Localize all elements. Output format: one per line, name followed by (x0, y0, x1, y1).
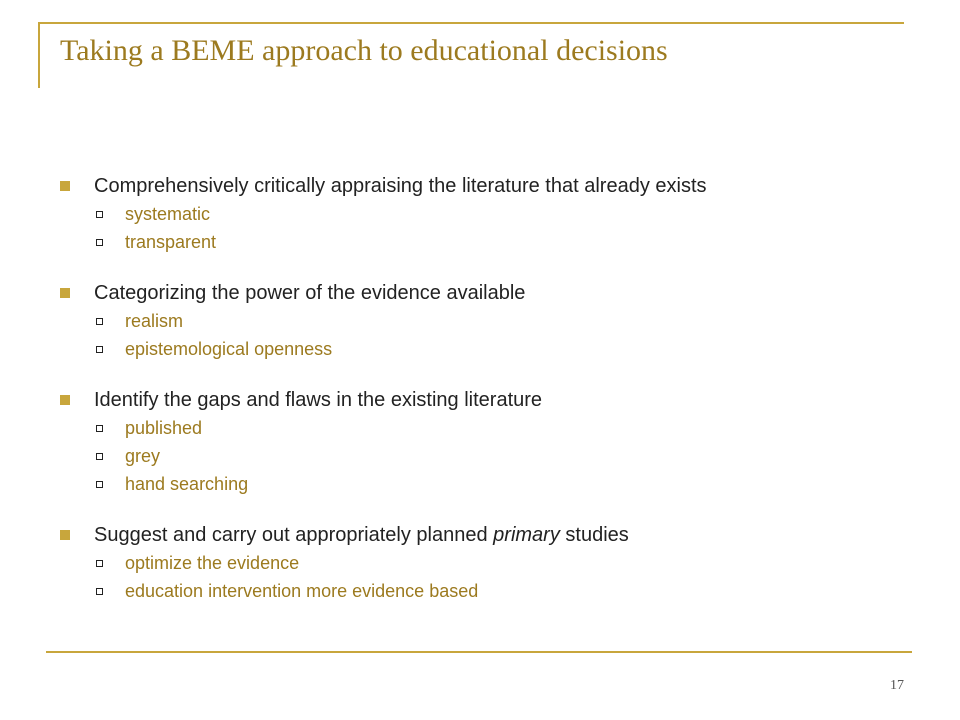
sub-bullet-item (96, 414, 900, 442)
hollow-square-bullet-icon (96, 453, 103, 460)
sub-bullet-item (96, 307, 900, 335)
bullet-text: Comprehensively critically appraising the literature that already exists (94, 174, 707, 197)
sub-bullet-text: published (125, 417, 203, 438)
sub-bullet-item (96, 442, 900, 470)
sub-bullet-text: realism (125, 310, 184, 331)
title-frame-top-rule (38, 22, 904, 24)
bullet-text: Identify the gaps and flaws in the existing literature (94, 388, 543, 411)
sub-bullet-item (96, 470, 900, 498)
bullet-list (60, 172, 900, 628)
title-frame-left-rule (38, 22, 40, 88)
square-bullet-icon (60, 395, 70, 405)
bullet-group-2 (60, 279, 900, 363)
sub-bullet-text: optimize the evidence (125, 552, 300, 573)
sub-bullet-item (96, 577, 900, 605)
sub-bullet-text: hand searching (125, 473, 249, 494)
sub-bullet-text: education intervention more evidence based (125, 580, 479, 601)
hollow-square-bullet-icon (96, 588, 103, 595)
bullet-text-emphasis: primary (493, 523, 560, 546)
square-bullet-icon (60, 530, 70, 540)
hollow-square-bullet-icon (96, 481, 103, 488)
sub-bullet-text: systematic (125, 203, 211, 224)
bullet-text-end: studies (559, 523, 629, 546)
hollow-square-bullet-icon (96, 239, 103, 246)
sub-bullet-text: grey (125, 445, 161, 466)
hollow-square-bullet-icon (96, 560, 103, 567)
bullet-item (60, 172, 900, 200)
bullet-text (94, 524, 629, 547)
sub-bullet-text: epistemological openness (125, 338, 333, 359)
square-bullet-icon (60, 288, 70, 298)
bullet-group-3 (60, 386, 900, 498)
bullet-text-start: Suggest and carry out appropriately planned (94, 523, 494, 546)
bullet-group-1 (60, 172, 900, 256)
hollow-square-bullet-icon (96, 346, 103, 353)
sub-bullet-text: transparent (125, 231, 217, 252)
square-bullet-icon (60, 181, 70, 191)
sub-bullet-item (96, 200, 900, 228)
hollow-square-bullet-icon (96, 318, 103, 325)
hollow-square-bullet-icon (96, 211, 103, 218)
sub-bullet-item (96, 335, 900, 363)
bullet-item (60, 386, 900, 414)
hollow-square-bullet-icon (96, 425, 103, 432)
footer-rule (46, 651, 912, 653)
page-number: 17 (890, 678, 904, 693)
bullet-item (60, 279, 900, 307)
sub-bullet-item (96, 228, 900, 256)
slide-title: Taking a BEME approach to educational decisions (60, 34, 668, 67)
sub-bullet-item (96, 549, 900, 577)
bullet-item (60, 521, 900, 549)
bullet-group-4 (60, 521, 900, 605)
bullet-text: Categorizing the power of the evidence available (94, 281, 526, 304)
